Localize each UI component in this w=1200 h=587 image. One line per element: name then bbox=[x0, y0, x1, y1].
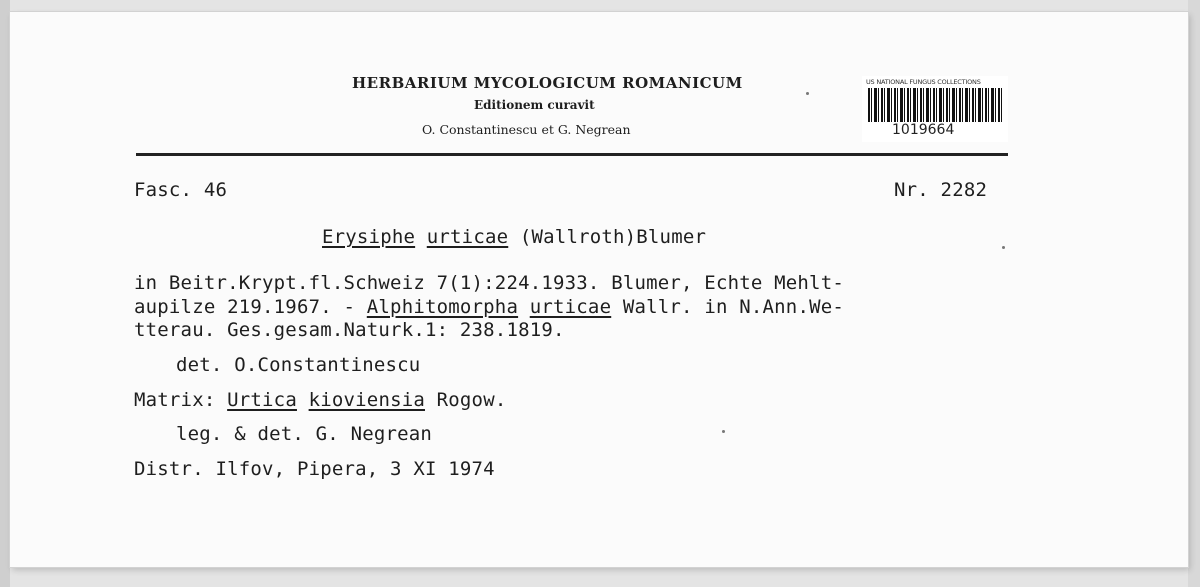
barcode-number: 1019664 bbox=[892, 122, 955, 138]
citation-line-3: tterau. Ges.gesam.Naturk.1: 238.1819. bbox=[134, 319, 565, 341]
matrix-genus: Urtica bbox=[227, 389, 297, 411]
collector: leg. & det. G. Negrean bbox=[176, 423, 433, 445]
speck bbox=[806, 92, 809, 95]
barcode-label bbox=[862, 76, 1008, 142]
exsiccata-number: Nr. 2282 bbox=[894, 179, 988, 201]
synonym-genus: Alphitomorpha bbox=[366, 296, 519, 318]
barcode-icon bbox=[868, 88, 1002, 122]
species-authority: (Wallroth)Blumer bbox=[519, 226, 707, 248]
citation-line-1: in Beitr.Krypt.fl.Schweiz 7(1):224.1933. Blumer, Echte Mehlt- bbox=[134, 272, 844, 294]
fascicle-number: Fasc. 46 bbox=[134, 179, 228, 201]
speck bbox=[722, 430, 725, 433]
speck bbox=[1002, 246, 1005, 249]
header-rule bbox=[136, 153, 1008, 156]
barcode-collection: US NATIONAL FUNGUS COLLECTIONS bbox=[866, 78, 981, 86]
header-subtitle: Editionem curavit bbox=[474, 98, 595, 112]
citation-line-2-post: Wallr. in N.Ann.We- bbox=[611, 296, 844, 318]
determiner: det. O.Constantinescu bbox=[176, 354, 421, 376]
locality: Distr. Ilfov, Pipera, 3 XI 1974 bbox=[134, 458, 495, 480]
matrix-line bbox=[134, 389, 506, 411]
synonym-epithet: urticae bbox=[529, 296, 612, 318]
species-genus: Erysiphe bbox=[322, 226, 416, 248]
citation-line-2-pre: aupilze 219.1967. - bbox=[134, 296, 367, 318]
species-name bbox=[322, 226, 706, 248]
scan-edge-right bbox=[1188, 0, 1200, 587]
matrix-authority: Rogow. bbox=[436, 389, 507, 411]
header-editors: O. Constantinescu et G. Negrean bbox=[422, 122, 631, 137]
header-title: HERBARIUM MYCOLOGICUM ROMANICUM bbox=[352, 74, 743, 92]
species-epithet: urticae bbox=[426, 226, 509, 248]
citation-line-2 bbox=[134, 296, 844, 318]
scan-edge-left bbox=[0, 0, 10, 587]
matrix-epithet: kioviensia bbox=[308, 389, 425, 411]
matrix-label: Matrix: bbox=[134, 389, 216, 411]
